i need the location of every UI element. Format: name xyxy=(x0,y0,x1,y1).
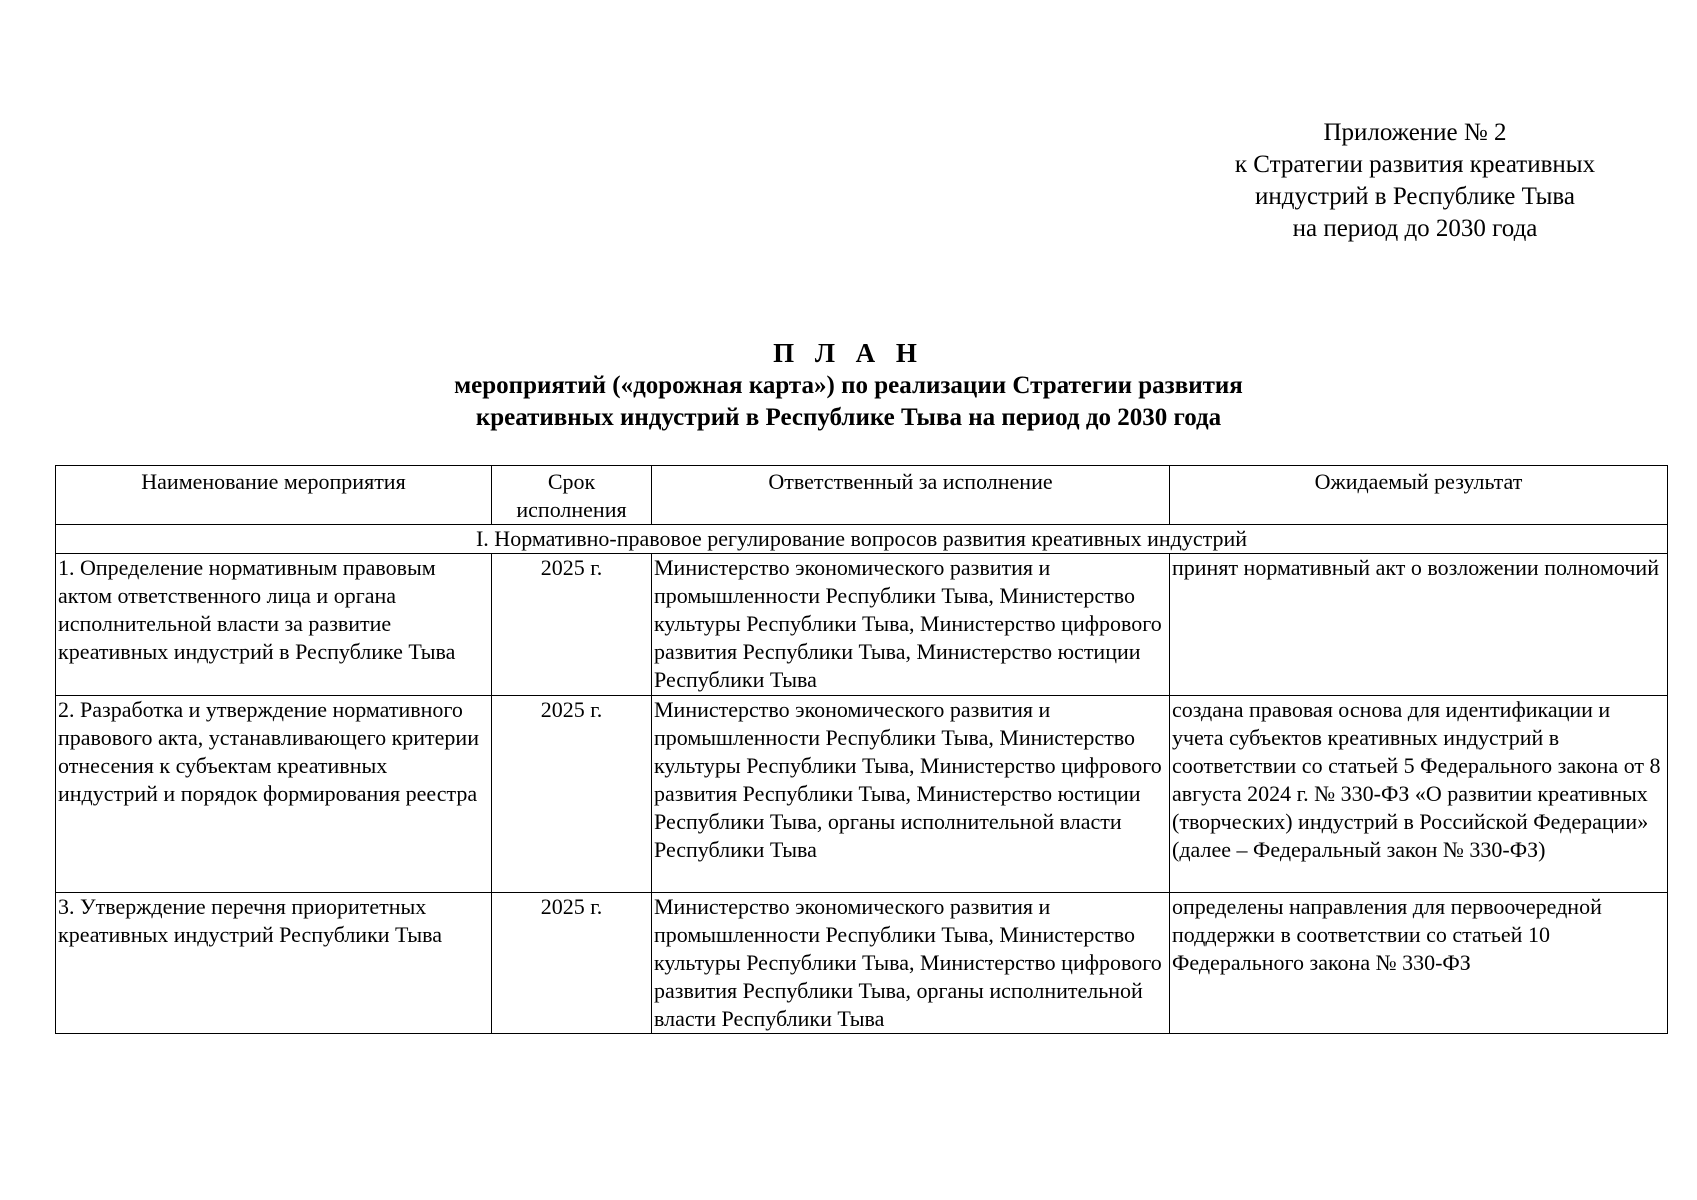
table-row xyxy=(56,696,1668,893)
cell-term: 2025 г. xyxy=(492,696,652,893)
cell-term: 2025 г. xyxy=(492,554,652,696)
table-header-row xyxy=(56,466,1668,525)
cell-name: 2. Разработка и утверждение нормативного правового акта, устанавливающего критерии отнесения к субъектам креативных индустрий и порядок формирования реестра xyxy=(56,696,492,893)
plan-table xyxy=(55,465,1668,1034)
header-term-line: исполнения xyxy=(516,497,627,522)
header-term-line: Срок xyxy=(547,469,596,494)
header-term xyxy=(492,466,652,525)
table-row xyxy=(56,554,1668,696)
cell-responsible: Министерство экономического развития и промышленности Республики Тыва, Министерство культуры Республики Тыва, Министерство цифрового развития Республики Тыва, Министерство юстиции Республики Тыва, органы исполнительной власти Республики Тыва xyxy=(652,696,1170,893)
header-responsible: Ответственный за исполнение xyxy=(652,466,1170,525)
appendix-line: индустрий в Республике Тыва xyxy=(1254,183,1576,210)
cell-result: определены направления для первоочередной поддержки в соответствии со статьей 10 Федерального закона № 330-ФЗ xyxy=(1170,893,1668,1034)
plan-title: П Л А Н xyxy=(773,338,924,368)
cell-term: 2025 г. xyxy=(492,893,652,1034)
appendix-line: к Стратегии развития креативных xyxy=(1234,151,1596,178)
section-title: I. Нормативно-правовое регулирование вопросов развития креативных индустрий xyxy=(56,525,1668,554)
plan-subtitle-line: креативных индустрий в Республике Тыва на период до 2030 года xyxy=(475,404,1222,431)
cell-name: 1. Определение нормативным правовым актом ответственного лица и органа исполнительной власти за развитие креативных индустрий в Республике Тыва xyxy=(56,554,492,696)
table-row xyxy=(56,893,1668,1034)
cell-name: 3. Утверждение перечня приоритетных креативных индустрий Республики Тыва xyxy=(56,893,492,1034)
section-row xyxy=(56,525,1668,554)
header-result: Ожидаемый результат xyxy=(1170,466,1668,525)
cell-result: принят нормативный акт о возложении полномочий xyxy=(1170,554,1668,696)
appendix-block xyxy=(1170,117,1660,245)
appendix-line: Приложение № 2 xyxy=(1323,119,1507,146)
plan-heading xyxy=(0,336,1697,434)
cell-responsible: Министерство экономического развития и промышленности Республики Тыва, Министерство культуры Республики Тыва, Министерство цифрового развития Республики Тыва, Министерство юстиции Республики Тыва xyxy=(652,554,1170,696)
appendix-line: на период до 2030 года xyxy=(1292,215,1538,242)
header-name: Наименование мероприятия xyxy=(56,466,492,525)
plan-subtitle-line: мероприятий («дорожная карта») по реализации Стратегии развития xyxy=(454,372,1243,399)
cell-result: создана правовая основа для идентификации и учета субъектов креативных индустрий в соответствии со статьей 5 Федерального закона от 8 августа 2024 г. № 330-ФЗ «О развитии креативных (творческих) индустрий в Российской Федерации» (далее – Федеральный закон № 330-ФЗ) xyxy=(1170,696,1668,893)
cell-responsible: Министерство экономического развития и промышленности Республики Тыва, Министерство культуры Республики Тыва, Министерство цифрового развития Республики Тыва, органы исполнительной власти Республики Тыва xyxy=(652,893,1170,1034)
